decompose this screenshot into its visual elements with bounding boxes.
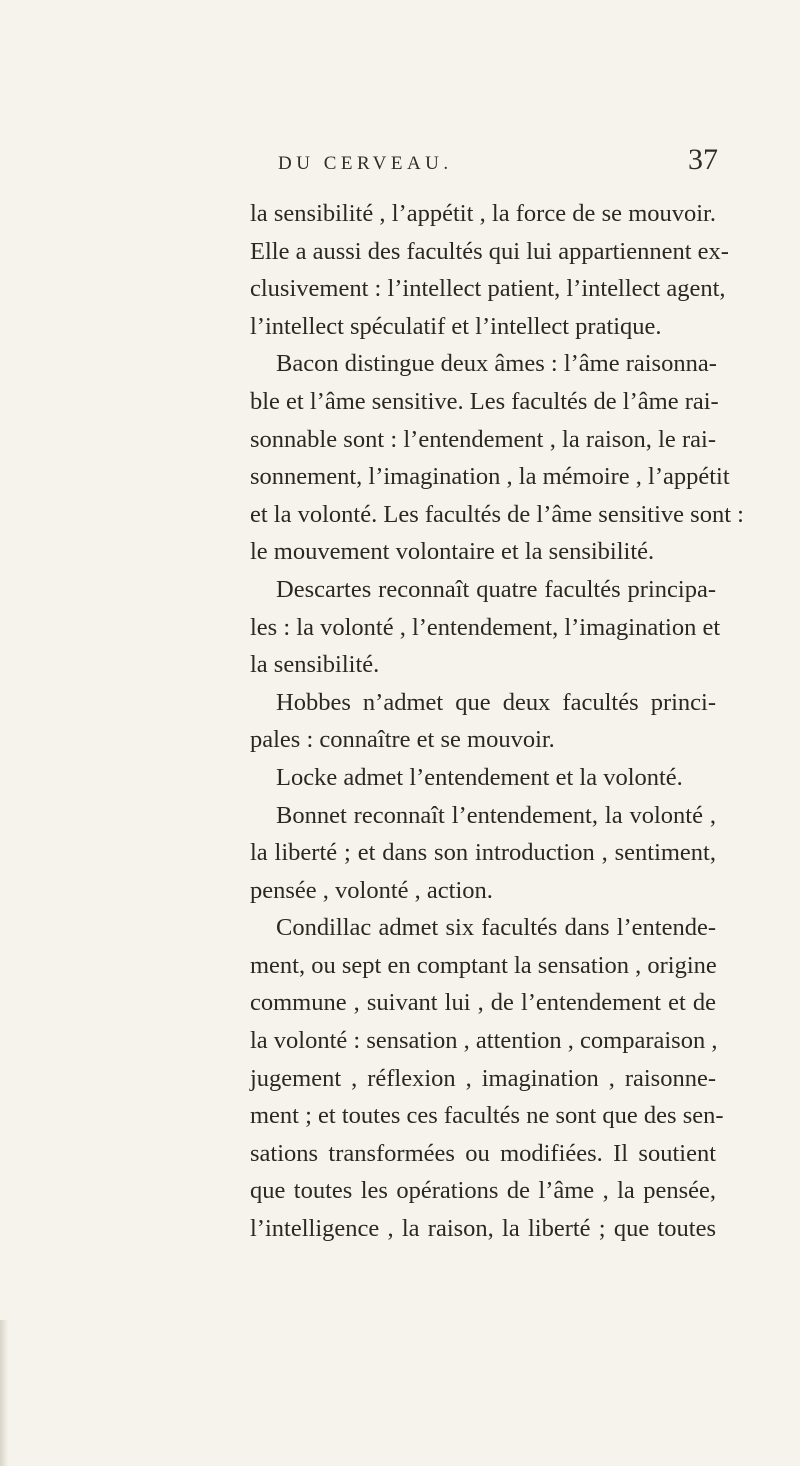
page-number: 37 <box>688 143 718 176</box>
running-head: DU CERVEAU. <box>278 153 453 174</box>
text-line: Bacon distingue deux âmes : l’âme raisonna- <box>276 350 717 378</box>
text-line: la liberté ; et dans son introduction , sentiment, <box>250 839 716 867</box>
text-line: pensée , volonté , action. <box>250 876 493 904</box>
text-line: la volonté : sensation , attention , comparaison , <box>250 1027 718 1055</box>
body-text <box>250 195 744 1248</box>
text-line: jugement , réflexion , imagination , raisonne- <box>250 1064 716 1092</box>
text-line: l’intelligence , la raison, la liberté ; que toutes <box>250 1215 716 1243</box>
text-line: et la volonté. Les facultés de l’âme sensitive sont : <box>250 500 744 528</box>
text-line: que toutes les opérations de l’âme , la pensée, <box>250 1177 716 1205</box>
text-line: pales : connaître et se mouvoir. <box>250 726 555 754</box>
text-line: ment, ou sept en comptant la sensation , origine <box>250 951 717 979</box>
page-edge-shadow <box>0 1320 8 1466</box>
text-line: la sensibilité , l’appétit , la force de se mouvoir. <box>250 200 716 227</box>
text-line: les : la volonté , l’entendement, l’imagination et <box>250 613 721 641</box>
text-line: Elle a aussi des facultés qui lui appartiennent ex- <box>250 237 729 265</box>
text-line: ble et l’âme sensitive. Les facultés de l’âme rai- <box>250 387 719 415</box>
text-line: commune , suivant lui , de l’entendement et de <box>250 989 716 1017</box>
text-line: Condillac admet six facultés dans l’entende- <box>276 914 716 942</box>
text-line: sonnement, l’imagination , la mémoire , l’appétit <box>250 463 730 491</box>
text-line: la sensibilité. <box>250 651 380 679</box>
text-line: ment ; et toutes ces facultés ne sont que des sen- <box>250 1102 724 1130</box>
page-header <box>0 143 800 187</box>
text-line: sonnable sont : l’entendement , la raison, le rai- <box>250 425 716 453</box>
text-line: clusivement : l’intellect patient, l’intellect agent, <box>250 275 726 303</box>
text-line: l’intellect spéculatif et l’intellect pratique. <box>250 312 662 340</box>
text-line: Hobbes n’admet que deux facultés princi- <box>276 688 716 716</box>
text-line: Locke admet l’entendement et la volonté. <box>276 763 683 791</box>
text-line: Bonnet reconnaît l’entendement, la volonté , <box>276 801 716 829</box>
text-line: le mouvement volontaire et la sensibilité. <box>250 538 655 566</box>
text-line: Descartes reconnaît quatre facultés principa- <box>276 575 716 603</box>
text-line: sations transformées ou modifiées. Il soutient <box>250 1139 716 1167</box>
